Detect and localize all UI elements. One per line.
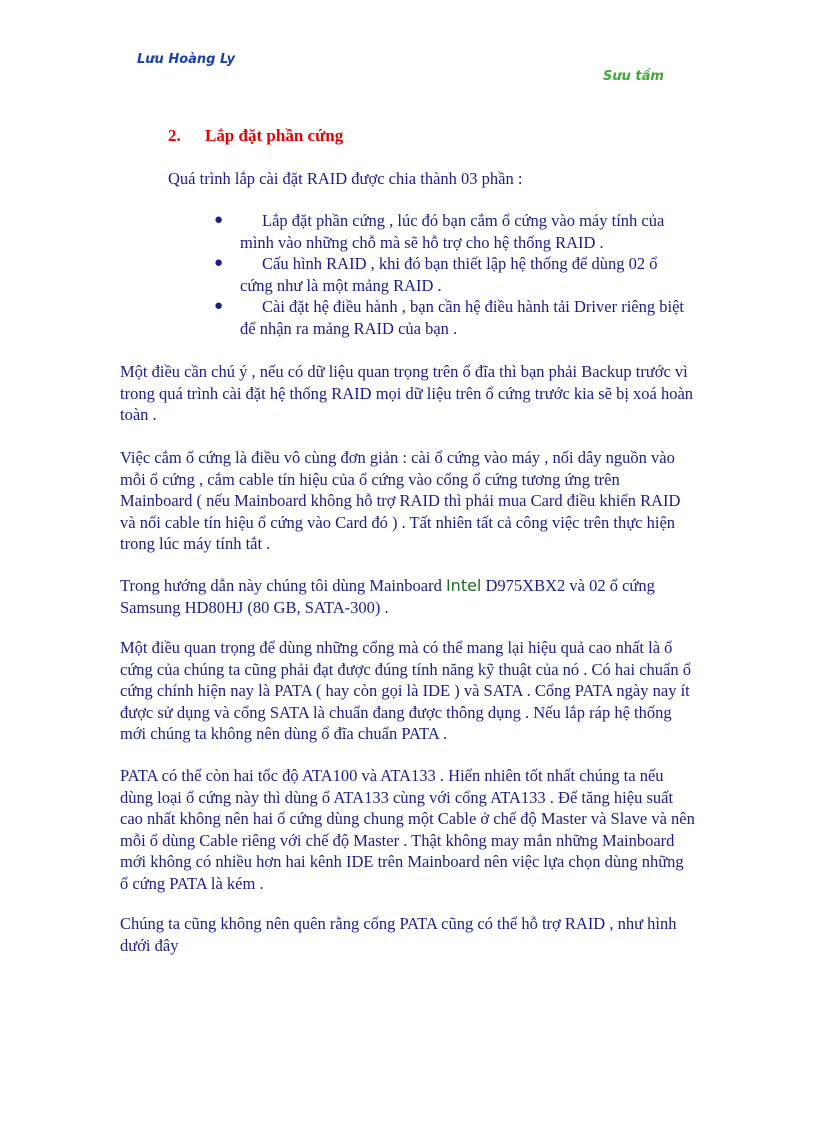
intel-brand-text: Intel xyxy=(445,576,482,595)
paragraph-standards: Một điều quan trọng để dùng những cổng mà có thể mang lại hiệu quả cao nhất là ổ cứng của chúng ta cũng phải đạt được đúng tính năng kỹ thuật của nó . Có hai chuẩn ổ cứng chính hiện nay là PATA ( hay còn gọi là IDE ) và SATA . Cổng PATA ngày nay ít được sử dụng và cổng SATA là chuẩn đang được thông dụng . Nếu lắp ráp hệ thống mới chúng ta không nên dùng ổ đĩa chuẩn PATA . xyxy=(120,638,691,743)
bullet-item xyxy=(214,253,694,296)
header-author: Lưu Hoàng Ly xyxy=(137,52,236,67)
paragraph-mainboard xyxy=(120,575,696,618)
bullet-icon: ● xyxy=(214,298,224,314)
bullet-item xyxy=(214,210,694,253)
bullet-text: Cấu hình RAID , khi đó bạn thiết lập hệ thống để dùng 02 ổ cứng như là một mảng RAID . xyxy=(240,254,658,295)
section-number: 2. xyxy=(168,126,181,145)
paragraph-install-drives: Việc cắm ổ cứng là điều vô cùng đơn giản : cài ổ cứng vào máy , nối dây nguồn vào mỗi ổ cứng , cắm cable tín hiệu của ổ cứng vào cổng ổ cứng tương ứng trên Mainboard ( nếu Mainboard không hỗ trợ RAID thì phải mua Card điều khiển RAID và nối cable tín hiệu ổ cứng vào Card đó ) . Tất nhiên tất cả công việc trên thực hiện trong lúc máy tính tắt . xyxy=(120,448,681,553)
intro-text: Quá trình lắp cài đặt RAID được chia thành 03 phần : xyxy=(168,169,523,188)
paragraph-backup-warning: Một điều cần chú ý , nếu có dữ liệu quan trọng trên ổ đĩa thì bạn phải Backup trước vì trong quá trình cài đặt hệ thống RAID mọi dữ liệu trên ổ cứng trước kia sẽ bị xoá hoàn toàn . xyxy=(120,362,694,424)
paragraph-mainboard-end: D975XBX2 và 02 ổ cứng Samsung HD80HJ (80 GB, SATA-300) . xyxy=(120,576,655,617)
bullet-icon: ● xyxy=(214,212,224,228)
paragraph-mainboard-start: Trong hướng dẫn này chúng tôi dùng Mainboard xyxy=(120,576,446,595)
bullet-item xyxy=(214,296,694,339)
header-source: Sưu tầm xyxy=(603,69,664,84)
section-title: Lắp đặt phần cứng xyxy=(205,126,344,145)
bullet-text: Lắp đặt phần cứng , lúc đó bạn cắm ổ cứng vào máy tính của mình vào những chỗ mà sẽ hỗ trợ cho hệ thống RAID . xyxy=(240,211,665,252)
paragraph-pata-raid: Chúng ta cũng không nên quên rằng cổng PATA cũng có thể hỗ trợ RAID , như hình dưới đây xyxy=(120,914,677,955)
bullet-text: Cài đặt hệ điều hành , bạn cần hệ điều hành tải Driver riêng biệt để nhận ra mảng RAID của bạn . xyxy=(240,297,684,338)
bullet-icon: ● xyxy=(214,255,224,271)
bullet-list xyxy=(214,210,694,339)
section-heading xyxy=(168,126,343,146)
paragraph-pata-speeds: PATA có thể còn hai tốc độ ATA100 và ATA133 . Hiển nhiên tốt nhất chúng ta nếu dùng loại ổ cứng này thì dùng ổ ATA133 cùng với cổng ATA133 . Để tăng hiệu suất cao nhất không nên hai ổ cứng dùng chung một Cable ở chế độ Master và Slave và nên mỗi ổ dùng Cable riêng với chế độ Master . Thật không may mắn những Mainboard mới không có nhiều hơn hai kênh IDE trên Mainboard nên việc lựa chọn dùng những ổ cứng PATA là kém . xyxy=(120,766,695,893)
